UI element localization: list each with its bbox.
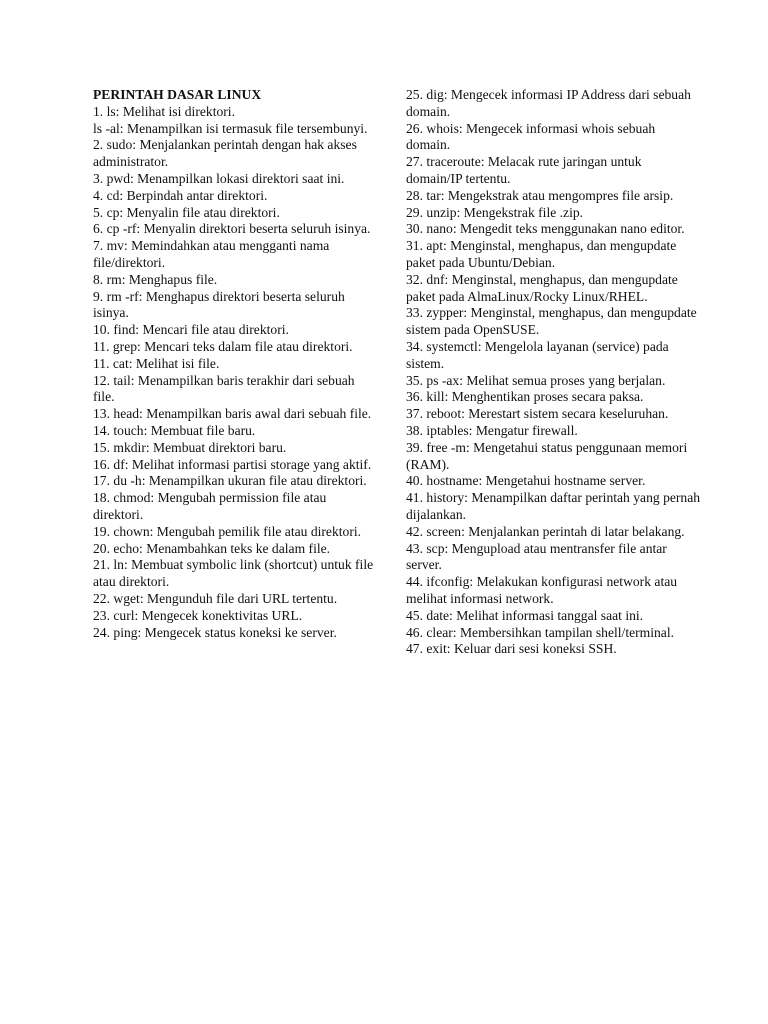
command-item: 7. mv: Memindahkan atau mengganti nama file/direktori. [93, 238, 330, 270]
command-item: 37. reboot: Merestart sistem secara keseluruhan. [406, 406, 669, 422]
command-item: 29. unzip: Mengekstrak file .zip. [406, 204, 584, 220]
command-item: 11. grep: Mencari teks dalam file atau direktori. [93, 338, 353, 354]
command-item: 32. dnf: Menginstal, menghapus, dan mengupdate paket pada AlmaLinux/Rocky Linux/RHEL. [406, 271, 678, 304]
command-item: 30. nano: Mengedit teks menggunakan nano editor. [406, 221, 685, 237]
command-item: 16. df: Melihat informasi partisi storage yang aktif. [93, 456, 372, 472]
command-item: 39. free -m: Mengetahui status penggunaan memori (RAM). [406, 439, 688, 472]
left-column [93, 87, 377, 641]
command-item: 43. scp: Mengupload atau mentransfer file antar server. [406, 540, 667, 573]
document-title: PERINTAH DASAR LINUX [93, 87, 262, 102]
command-item: 4. cd: Berpindah antar direktori. [93, 187, 268, 203]
command-item: 35. ps -ax: Melihat semua proses yang berjalan. [406, 372, 666, 388]
right-command-list [406, 87, 701, 658]
command-item: 9. rm -rf: Menghapus direktori beserta seluruh isinya. [93, 288, 345, 321]
command-item: 21. ln: Membuat symbolic link (shortcut) untuk file atau direktori. [93, 557, 374, 590]
command-item: ls -al: Menampilkan isi termasuk file tersembunyi. [93, 120, 368, 136]
command-item: 45. date: Melihat informasi tanggal saat ini. [406, 607, 644, 623]
left-command-list [93, 104, 377, 642]
right-column [406, 87, 701, 658]
command-item: 2. sudo: Menjalankan perintah dengan hak akses administrator. [93, 137, 357, 170]
command-item: 40. hostname: Mengetahui hostname server. [406, 473, 646, 489]
command-item: 15. mkdir: Membuat direktori baru. [93, 439, 287, 455]
command-item: 17. du -h: Menampilkan ukuran file atau direktori. [93, 473, 367, 489]
command-item: 41. history: Menampilkan daftar perintah yang pernah dijalankan. [406, 490, 701, 522]
command-item: 12. tail: Menampilkan baris terakhir dari sebuah file. [93, 372, 355, 405]
command-item: 26. whois: Mengecek informasi whois sebuah domain. [406, 120, 656, 153]
command-item: 18. chmod: Mengubah permission file atau direktori. [93, 490, 327, 522]
command-item: 27. traceroute: Melacak rute jaringan untuk domain/IP tertentu. [406, 154, 642, 186]
command-item: 31. apt: Menginstal, menghapus, dan mengupdate paket pada Ubuntu/Debian. [406, 238, 677, 270]
command-item: 34. systemctl: Mengelola layanan (service) pada sistem. [406, 338, 669, 371]
command-item: 33. zypper: Menginstal, menghapus, dan mengupdate sistem pada OpenSUSE. [406, 305, 697, 338]
command-item: 20. echo: Menambahkan teks ke dalam file. [93, 540, 331, 556]
command-item: 36. kill: Menghentikan proses secara paksa. [406, 389, 644, 405]
command-item: 19. chown: Mengubah pemilik file atau direktori. [93, 523, 362, 539]
command-item: 44. ifconfig: Melakukan konfigurasi network atau melihat informasi network. [406, 574, 678, 606]
command-item: 25. dig: Mengecek informasi IP Address dari sebuah domain. [406, 87, 691, 119]
command-item: 28. tar: Mengekstrak atau mengompres file arsip. [406, 187, 674, 203]
command-item: 47. exit: Keluar dari sesi koneksi SSH. [406, 641, 617, 657]
command-item: 6. cp -rf: Menyalin direktori beserta seluruh isinya. [93, 221, 371, 237]
command-item: 23. curl: Mengecek konektivitas URL. [93, 607, 303, 623]
command-item: 38. iptables: Mengatur firewall. [406, 422, 578, 438]
command-item: 22. wget: Mengunduh file dari URL tertentu. [93, 590, 338, 606]
command-item: 46. clear: Membersihkan tampilan shell/terminal. [406, 624, 675, 640]
command-item: 3. pwd: Menampilkan lokasi direktori saat ini. [93, 170, 345, 186]
command-item: 11. cat: Melihat isi file. [93, 355, 220, 371]
command-item: 13. head: Menampilkan baris awal dari sebuah file. [93, 406, 372, 422]
command-item: 8. rm: Menghapus file. [93, 271, 218, 287]
command-item: 14. touch: Membuat file baru. [93, 422, 256, 438]
command-item: 42. screen: Menjalankan perintah di latar belakang. [406, 523, 685, 539]
command-item: 24. ping: Mengecek status koneksi ke server. [93, 624, 337, 640]
command-item: 10. find: Mencari file atau direktori. [93, 322, 289, 338]
command-item: 5. cp: Menyalin file atau direktori. [93, 204, 280, 220]
command-item: 1. ls: Melihat isi direktori. [93, 103, 235, 119]
